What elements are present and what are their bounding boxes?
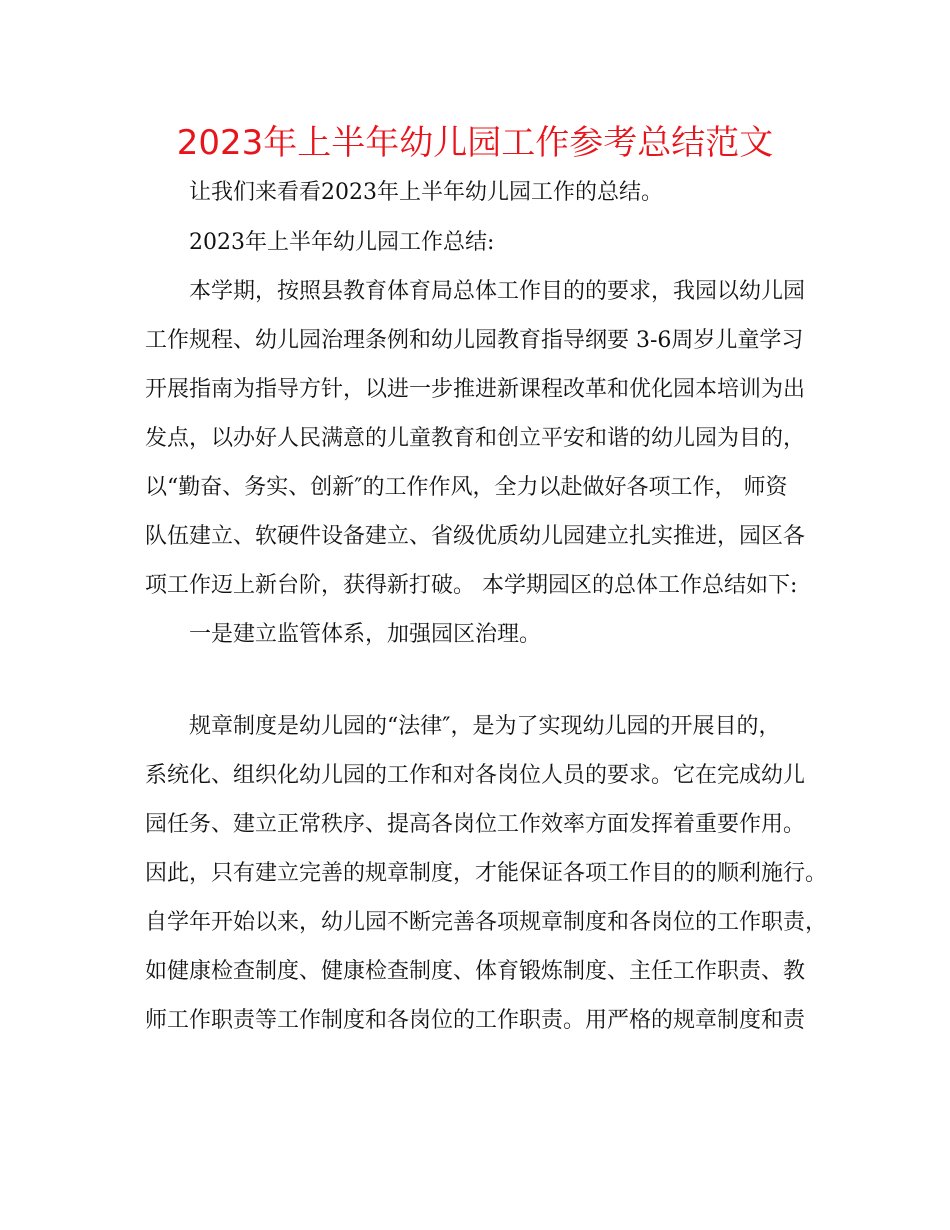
paragraph-line: 因此，只有建立完善的规章制度，才能保证各项工作目的的顺利施行。 bbox=[145, 861, 828, 886]
paragraph-line: 规章制度是幼儿园的“法律″，是为了实现幼儿园的开展目的， bbox=[189, 714, 781, 739]
intro-line: 让我们来看看2023年上半年幼儿园工作的总结。 bbox=[189, 180, 663, 205]
paragraph-line: 如健康检查制度、健康检查制度、体育锻炼制度、主任工作职责、教 bbox=[145, 959, 806, 984]
section-heading: 一是建立监管体系，加强园区治理。 bbox=[189, 622, 542, 647]
document-title: 2023年上半年幼儿园工作参考总结范文 bbox=[176, 123, 774, 163]
paragraph-line: 本学期，按照县教育体育局总体工作目的的要求，我园以幼儿园 bbox=[189, 279, 806, 304]
paragraph-line: 师工作职责等工作制度和各岗位的工作职责。用严格的规章制度和责 bbox=[145, 1008, 806, 1033]
paragraph-line: 队伍建立、软硬件设备建立、省级优质幼儿园建立扎实推进，园区各 bbox=[145, 524, 806, 549]
paragraph-line: 工作规程、幼儿园治理条例和幼儿园教育指导纲要 3-6周岁儿童学习 bbox=[145, 328, 804, 353]
summary-heading: 2023年上半年幼儿园工作总结: bbox=[189, 230, 495, 255]
paragraph-line: 系统化、组织化幼儿园的工作和对各岗位人员的要求。它在完成幼儿 bbox=[145, 763, 806, 788]
paragraph-line: 以“勤奋、务实、创新″的工作作风，全力以赴做好各项工作， 师资 bbox=[145, 475, 788, 500]
paragraph-line: 发点，以办好人民满意的儿童教育和创立平安和谐的幼儿园为目的， bbox=[145, 426, 806, 451]
paragraph-line: 项工作迈上新台阶，获得新打破。 本学期园区的总体工作总结如下: bbox=[145, 573, 798, 598]
paragraph-line: 园任务、建立正常秩序、提高各岗位工作效率方面发挥着重要作用。 bbox=[145, 812, 806, 837]
paragraph-line: 自学年开始以来，幼儿园不断完善各项规章制度和各岗位的工作职责， bbox=[145, 910, 828, 935]
paragraph-line: 开展指南为指导方针，以进一步推进新课程改革和优化园本培训为出 bbox=[145, 377, 806, 402]
